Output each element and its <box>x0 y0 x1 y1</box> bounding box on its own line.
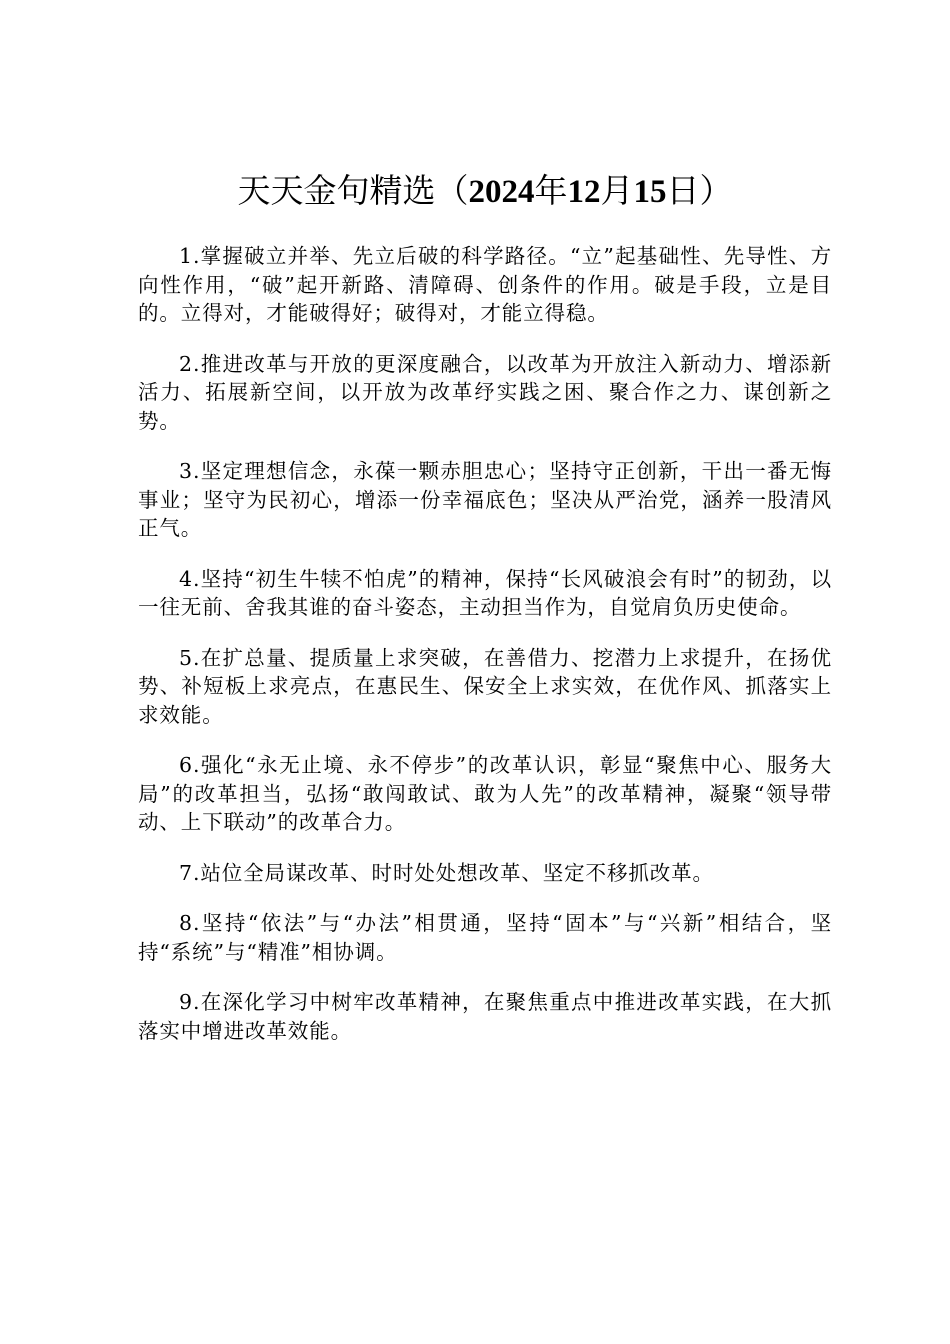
title-year-unit: 年 <box>534 171 568 210</box>
quote-item-9: 9.在深化学习中树牢改革精神，在聚焦重点中推进改革实践，在大抓落实中增进改革效能。 <box>138 990 832 1043</box>
quote-item-6: 6.强化“永无止境、永不停步”的改革认识，彰显“聚焦中心、服务大局”的改革担当，弘扬“敢闯敢试、敢为人先”的改革精神，凝聚“领导带动、上下联动”的改革合力。 <box>138 753 832 834</box>
title-day: 15 <box>633 174 667 210</box>
quote-item-7: 7.站位全局谋改革、时时处处想改革、坚定不移抓改革。 <box>179 860 714 885</box>
title-month-unit: 月 <box>600 171 634 210</box>
title-day-unit: 日） <box>666 171 733 210</box>
title-month: 12 <box>567 174 601 210</box>
document-title <box>138 168 832 215</box>
quote-item-3: 3.坚定理想信念，永葆一颗赤胆忠心；坚持守正创新，干出一番无悔事业；坚守为民初心，增添一份幸福底色；坚决从严治党，涵养一股清风正气。 <box>138 459 832 540</box>
quote-item-4: 4.坚持“初生牛犊不怕虎”的精神，保持“长风破浪会有时”的韧劲，以一往无前、舍我其谁的奋斗姿态，主动担当作为，自觉肩负历史使命。 <box>138 566 832 619</box>
quote-item-1: 1.掌握破立并举、先立后破的科学路径。“立”起基础性、先导性、方向性作用，“破”起开新路、清障碍、创条件的作用。破是手段，立是目的。立得对，才能破得好；破得对，才能立得稳。 <box>138 244 832 325</box>
quote-item-5: 5.在扩总量、提质量上求突破，在善借力、挖潜力上求提升，在扬优势、补短板上求亮点，在惠民生、保安全上求实效，在优作风、抓落实上求效能。 <box>138 645 832 727</box>
title-prefix: 天天金句精选（ <box>237 171 469 210</box>
title-year: 2024 <box>468 174 535 210</box>
document-page <box>138 168 832 1067</box>
quote-item-8: 8.坚持“依法”与“办法”相贯通，坚持“固本”与“兴新”相结合，坚持“系统”与“精准”相协调。 <box>138 911 832 964</box>
quote-list <box>138 242 832 1045</box>
quote-item-2: 2.推进改革与开放的更深度融合，以改革为开放注入新动力、增添新活力、拓展新空间，以开放为改革纾实践之困、聚合作之力、谋创新之势。 <box>138 351 832 433</box>
